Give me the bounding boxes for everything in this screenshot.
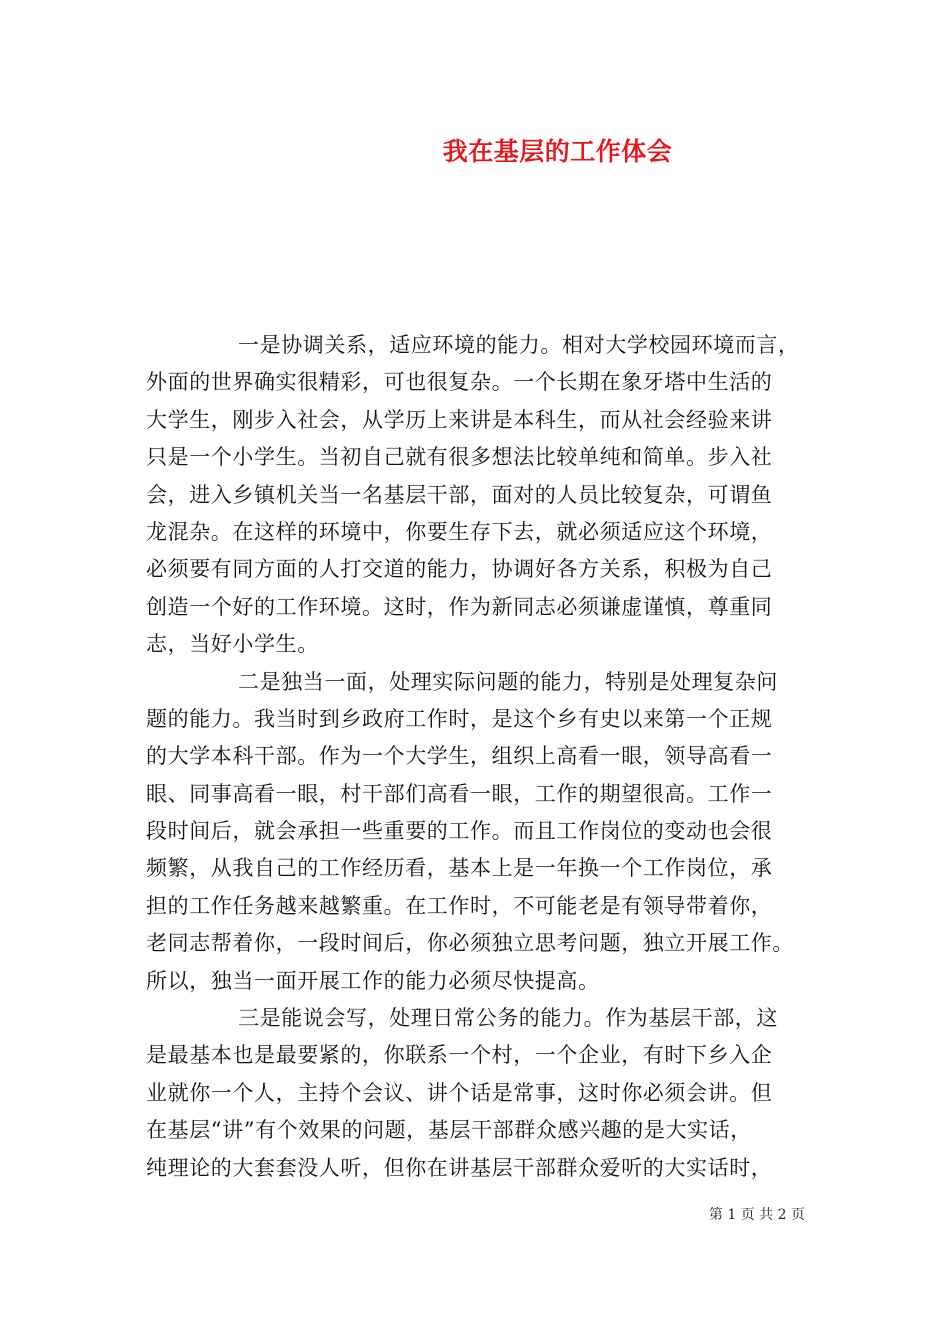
text-line: 段时间后，就会承担一些重要的工作。而且工作岗位的变动也会很 [146, 819, 773, 844]
text-line: 大学生，刚步入社会，从学历上来讲是本科生，而从社会经验来讲 [146, 407, 773, 432]
text-line: 的大学本科干部。作为一个大学生，组织上高看一眼，领导高看一 [146, 744, 773, 769]
text-line: 三是能说会写，处理日常公务的能力。作为基层干部，这 [238, 1006, 778, 1031]
document-body [146, 327, 816, 1187]
text-line: 二是独当一面，处理实际问题的能力，特别是处理复杂问 [238, 669, 778, 694]
text-line: 纯理论的大套套没人听，但你在讲基层干部群众爱听的大实话时， [146, 1155, 773, 1180]
text-line: 眼、同事高看一眼，村干部们高看一眼，工作的期望很高。工作一 [146, 781, 773, 806]
text-line: 一是协调关系，适应环境的能力。相对大学校园环境而言， [238, 333, 800, 357]
text-line: 频繁，从我自己的工作经历看，基本上是一年换一个工作岗位，承 [146, 856, 773, 881]
text-line: 在基层“讲”有个效果的问题，基层干部群众感兴趣的是大实话， [146, 1118, 752, 1143]
text-line: 必须要有同方面的人打交道的能力，协调好各方关系，积极为自己 [146, 557, 773, 582]
text-line: 外面的世界确实很精彩，可也很复杂。一个长期在象牙塔中生活的 [146, 370, 773, 395]
text-line: 会，进入乡镇机关当一名基层干部，面对的人员比较复杂，可谓鱼 [146, 482, 773, 507]
text-line: 老同志帮着你，一段时间后，你必须独立思考问题，独立开展工作。 [146, 931, 794, 956]
text-line: 是最基本也是最要紧的，你联系一个村，一个企业，有时下乡入企 [146, 1043, 773, 1068]
text-line: 只是一个小学生。当初自己就有很多想法比较单纯和简单。步入社 [146, 445, 773, 470]
text-line: 题的能力。我当时到乡政府工作时，是这个乡有史以来第一个正规 [146, 706, 773, 731]
text-line: 所以，独当一面开展工作的能力必须尽快提高。 [146, 968, 600, 993]
text-line: 业就你一个人，主持个会议、讲个话是常事，这时你必须会讲。但 [146, 1080, 773, 1105]
document-title: 我在基层的工作体会 [442, 137, 673, 166]
text-line: 龙混杂。在这样的环境中，你要生存下去，就必须适应这个环境， [146, 519, 773, 544]
text-line: 创造一个好的工作环境。这时，作为新同志必须谦虚谨慎，尊重同 [146, 594, 773, 619]
page-number: 第 1 页 共 2 页 [708, 1207, 805, 1223]
text-line: 志，当好小学生。 [146, 632, 319, 657]
text-line: 担的工作任务越来越繁重。在工作时，不可能老是有领导带着你， [146, 893, 773, 918]
